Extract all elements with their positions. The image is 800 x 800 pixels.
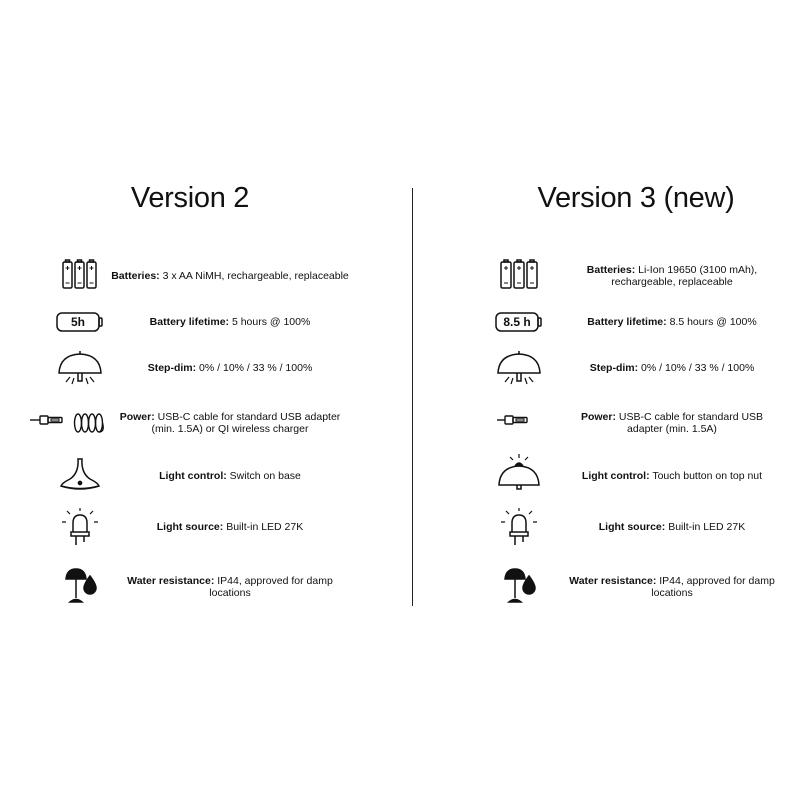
spec-text: Light source: Built-in LED 27K — [598, 520, 746, 533]
battery-badge: 5h — [70, 315, 85, 329]
battery-icon — [482, 297, 562, 347]
spec-text: Batteries: Li-Ion 19650 (3100 mAh), rechargeable, replaceable — [586, 263, 758, 288]
spec-row-batteries — [400, 251, 800, 301]
li-ion-batteries-icon — [482, 251, 562, 301]
spec-text: Light control: Switch on base — [159, 469, 301, 482]
lamp-droplet-icon — [40, 562, 120, 612]
led-icon — [40, 502, 120, 552]
spec-text: Step-dim: 0% / 10% / 33 % / 100% — [589, 361, 755, 374]
spec-row-power — [0, 398, 400, 448]
spec-text: Batteries: 3 x AA NiMH, rechargeable, replaceable — [111, 269, 349, 282]
lamp-shade-icon — [40, 343, 120, 393]
spec-row-water-resistance — [0, 562, 400, 612]
spec-text: Power: USB-C cable for standard USB adapter (min. 1.5A) or QI wireless charger — [119, 410, 341, 435]
lamp-droplet-icon — [482, 562, 562, 612]
spec-text: Battery lifetime: 5 hours @ 100% — [149, 315, 311, 328]
spec-row-light-control — [400, 451, 800, 501]
spec-row-power — [400, 398, 800, 448]
spec-row-light-control — [0, 451, 400, 501]
battery-badge: 8.5 h — [503, 315, 531, 329]
spec-row-water-resistance — [400, 562, 800, 612]
spec-row-battery-lifetime — [400, 297, 800, 347]
spec-text: Battery lifetime: 8.5 hours @ 100% — [587, 315, 757, 328]
spec-text: Step-dim: 0% / 10% / 33 % / 100% — [147, 361, 313, 374]
aa-batteries-icon — [40, 251, 120, 301]
touch-top-icon — [482, 451, 562, 501]
spec-row-light-source — [400, 502, 800, 552]
version-2-title: Version 2 — [130, 182, 250, 214]
spec-text: Light control: Touch button on top nut — [581, 469, 763, 482]
spec-row-step-dim — [400, 343, 800, 393]
spec-row-light-source — [0, 502, 400, 552]
lamp-shade-icon — [482, 343, 562, 393]
battery-icon — [40, 297, 120, 347]
base-switch-icon — [40, 451, 120, 501]
version-3-column — [400, 0, 800, 800]
usb-cable-icon — [482, 398, 562, 448]
spec-text: Light source: Built-in LED 27K — [156, 520, 304, 533]
version-3-title: Version 3 (new) — [537, 182, 735, 214]
spec-row-batteries — [0, 251, 400, 301]
spec-row-battery-lifetime — [0, 297, 400, 347]
spec-text: Power: USB-C cable for standard USB adapter (min. 1.5A) — [580, 410, 764, 435]
spec-text: Water resistance: IP44, approved for damp locations — [569, 574, 775, 599]
spec-row-step-dim — [0, 343, 400, 393]
usb-cable-coil-icon — [25, 398, 105, 448]
led-icon — [482, 502, 562, 552]
spec-text: Water resistance: IP44, approved for damp locations — [127, 574, 333, 599]
